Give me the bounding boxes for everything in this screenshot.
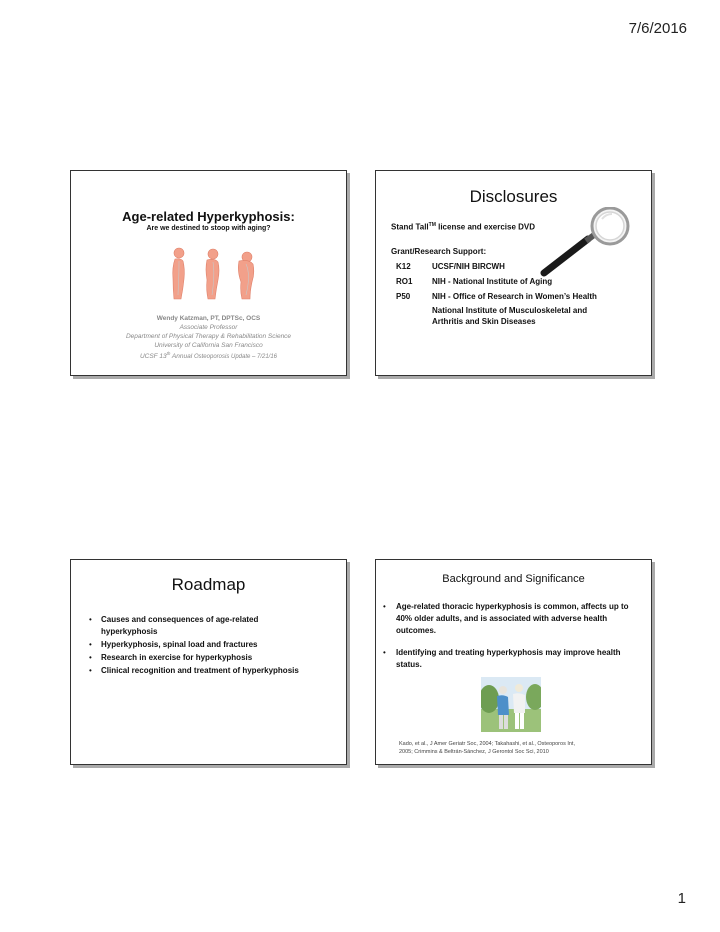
grant-heading: Grant/Research Support: bbox=[391, 247, 487, 256]
magnifier-image bbox=[536, 207, 632, 277]
grant-row: P50 NIH - Office of Research in Women’s Health bbox=[396, 292, 597, 301]
slide-background bbox=[375, 559, 652, 765]
posture-figures-image bbox=[161, 245, 261, 301]
slide1-university: University of California San Francisco bbox=[154, 342, 263, 349]
slide1-department: Department of Physical Therapy & Rehabilitation Science bbox=[125, 333, 292, 340]
list-item: • Causes and consequences of age-related hyperkyphosis bbox=[89, 614, 271, 637]
slide4-title: Background and Significance bbox=[442, 573, 585, 585]
list-item: • Identifying and treating hyperkyphosis may improve health status. bbox=[383, 647, 643, 671]
slide1-author: Wendy Katzman, PT, DPTSc, OCS bbox=[156, 315, 261, 322]
list-item: • Age-related thoracic hyperkyphosis is common, affects up to 40% older adults, and is associated with adverse health outcomes. bbox=[383, 601, 643, 637]
page-number: 1 bbox=[677, 890, 686, 907]
references: Kado, et al., J Amer Geriatr Soc, 2004; Takahashi, et al., Osteoporos Int, 2005; Crimmins & Beltrán-Sánchez, J Gerontol Soc Sci, 2010 bbox=[399, 741, 575, 755]
slide-title bbox=[70, 170, 347, 376]
slide1-position: Associate Professor bbox=[179, 324, 238, 331]
slide1-subtitle: Are we destined to stoop with aging? bbox=[146, 225, 271, 232]
slide1-title: Age-related Hyperkyphosis: bbox=[122, 209, 295, 224]
grant-row: K12 UCSF/NIH BIRCWH bbox=[396, 262, 505, 271]
list-item: • Clinical recognition and treatment of hyperkyphosis bbox=[89, 665, 299, 677]
stand-tall-license: Stand Tall™ license and exercise DVD bbox=[391, 222, 536, 232]
list-item: • Hyperkyphosis, spinal load and fractures bbox=[89, 639, 299, 651]
slide-roadmap bbox=[70, 559, 347, 765]
slide3-title: Roadmap bbox=[171, 575, 246, 594]
list-item: • Research in exercise for hyperkyphosis bbox=[89, 652, 299, 664]
page-date: 7/6/2016 bbox=[628, 20, 687, 37]
slide2-title: Disclosures bbox=[469, 187, 558, 206]
background-list bbox=[383, 601, 643, 671]
grant-niams: National Institute of Musculoskeletal and Arthritis and Skin Diseases bbox=[432, 306, 588, 326]
slide1-event: UCSF 13th Annual Osteoporosis Update – 7/21/16 bbox=[139, 351, 278, 361]
slide-disclosures bbox=[375, 170, 652, 376]
older-couple-photo bbox=[481, 677, 541, 732]
grant-row: RO1 NIH - National Institute of Aging bbox=[396, 277, 553, 286]
roadmap-list bbox=[89, 614, 299, 678]
